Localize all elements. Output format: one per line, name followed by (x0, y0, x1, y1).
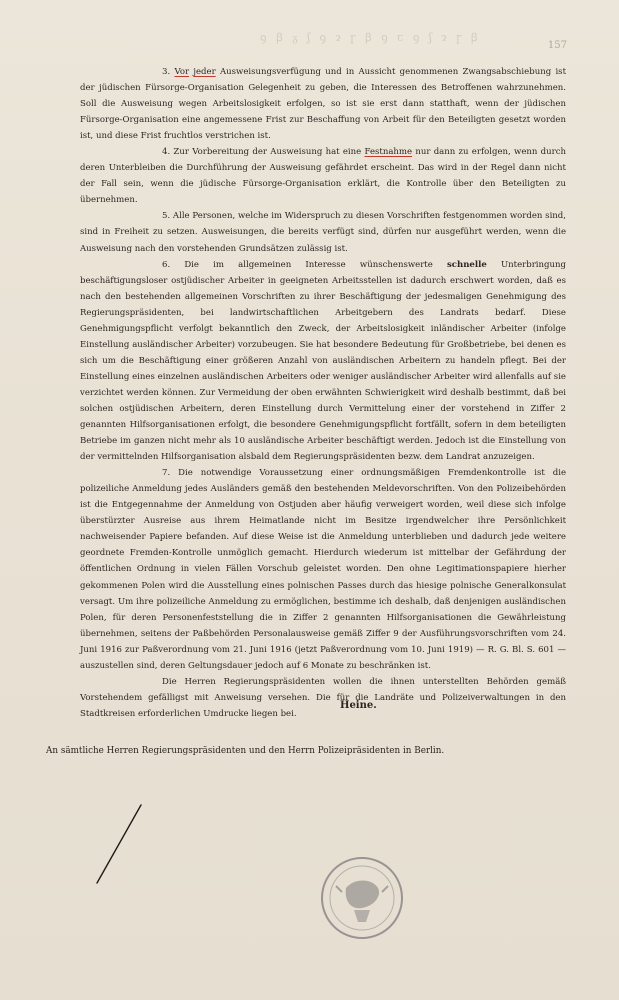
official-stamp (316, 852, 408, 944)
paragraph-p8 (80, 674, 566, 722)
text-run: Die Herren Regierungspräsidenten wollen die ihnen unterstellten Behörden gemäß Vorstehendem gefälligst mit Anweisung versehen. Die für die Landräte und Polizeiverwaltungen in den Stadtkreisen erforderlichen Umdrucke liegen bei. (80, 676, 566, 719)
page-number: 157 (547, 40, 567, 51)
paragraph-p5 (80, 208, 566, 256)
text-run: 6. Die im allgemeinen Interesse wünschenswerte (162, 259, 447, 270)
emphasized-word: schnelle (446, 259, 487, 270)
signature: Heine. (340, 700, 377, 711)
pen-stroke-mark (95, 765, 215, 885)
text-run: Ausweisungsverfügung und in Aussicht genommenen Zwangsabschiebung ist der jüdischen Fürsorge-Organisation Gelegenheit zu geben, die Interessen des Betroffenen wahrzunehmen. Soll die Ausweisung wegen Arbeitslosigkeit erfolgen, so ist sie erst dann statthaft, wenn der jüdischen Fürsorge-Organisation eine angemessene Frist zur Beschaffung von Arbeit für den Beteiligten gesetzt worden ist, und diese Frist fruchtlos verstrichen ist. (80, 67, 566, 142)
addressee-line: An sämtliche Herren Regierungspräsidenten und den Herrn Polizeipräsidenten in Berlin. (46, 746, 445, 756)
red-underlined-word: Festnahme (364, 147, 413, 158)
paragraph-p4 (80, 144, 566, 208)
red-underlined-word: jeder (193, 67, 216, 77)
text-run: nur dann zu erfolgen, wenn durch deren Unterbleiben die Durchführung der Ausweisung gefährdet erscheint. Das wird in der Regel dann nicht der Fall sein, wenn die jüdische Fürsorge-Organisation erklärt, die Kontrolle über den Beteiligten zu übernehmen. (80, 147, 566, 206)
paragraph-p3 (80, 64, 566, 144)
paragraph-p6 (80, 257, 566, 466)
text-run: 4. Zur Vorbereitung der Ausweisung hat eine (162, 147, 365, 158)
text-run: 7. Die notwendige Voraussetzung einer ordnungsmäßigen Fremdenkontrolle ist die polizeiliche Anmeldung jedes Ausländers gemäß den bestehenden Meldevorschriften. Von den Polizeibehörden ist die Entgegennahme der Anmeldung von Ostjuden aber häufig verweigert worden, weil diese sich infolge überstürzter Ausreise aus ihrem Heimatlande nicht im Besitze irgendwelcher ihre Persönlichkeit nachweisender Papiere befanden. Auf diese Weise ist die Anmeldung unterblieben und dadurch jede weitere geordnete Fremden-Kontrolle unmöglich gemacht. Hierdurch wiederum ist mittelbar der Gefährdung der öffentlichen Ordnung in vielen Fällen Vorschub geleistet worden. Den ohne Legitimationspapiere hierher gekommenen Polen wird die Ausstellung eines polnischen Passes durch das hiesige polnische Generalkonsulat versagt. Um ihre polizeiliche Anmeldung zu ermöglichen, bestimme ich deshalb, daß denjenigen ausländischen Polen, für deren Personenfeststellung die in Ziffer 2 genannten Hilfsorganisationen die Gewährleistung übernehmen, seitens der Paßbehörden Personalausweise gemäß Ziffer 9 der Ausführungsvorschriften vom 24. Juni 1916 zur Paßverordnung vom 21. Juni 1916 (jetzt Paßverordnung vom 10. Juni 1919) — R. G. Bl. S. 601 — auszustellen sind, deren Geltungsdauer jedoch auf 6 Monate zu beschränken ist. (80, 468, 566, 671)
text-run: Unterbringung beschäftigungsloser ostjüdischer Arbeiter in geeigneten Arbeitsstellen ist dadurch erschwert worden, daß es nach den bestehenden allgemeinen Vorschriften zu ihrer Beschäftigung der jedesmaligen Genehmigung des Regierungspräsidenten, bei landwirtschaftlichen Arbeitgebern des Landrats bedarf. Diese Genehmigungspflicht verfolgt bekanntlich den Zweck, der Arbeitslosigkeit inländischer Arbeiter (infolge Einstellung ausländischer Arbeiter) vorzubeugen. Sie hat besondere Bedeutung für Großbetriebe, bei denen es sich um die Beschäftigung einer größeren Anzahl von ausländischen Arbeitern zu handeln pflegt. Bei der Einstellung eines einzelnen ausländischen Arbeiters oder weniger ausländischer Arbeiter wird allenfalls auf sie verzichtet werden können. Zur Vermeidung der oben erwähnten Schwierigkeit wird deshalb bestimmt, daß bei solchen ostjüdischen Arbeitern, deren Einstellung durch Vermittelung einer der vorstehend in Ziffer 2 genannten Hilfsorganisationen erfolgt, die besondere Genehmigungspflicht fortfällt, sofern in dem beteiligten Betriebe im ganzen nicht mehr als 10 ausländische Arbeiter beschäftigt werden. Jedoch ist die Einstellung von der vermittelnden Hilfsorganisation alsbald dem Regierungspräsidenten bezw. dem Landrat anzuzeigen. (80, 259, 566, 463)
bleed-through-text: ꝯ ꞵ ᵹ ʃ ꝯ ɂ ɼ ꞵ ꝯ ꞇ ꝯ ʃ ɂ ɼ ꞵ (260, 31, 481, 44)
body-text (80, 64, 566, 722)
text-run: 5. Alle Personen, welche im Widerspruch zu diesen Vorschriften festgenommen worden sind, sind in Freiheit zu setzen. Ausweisungen, die bereits verfügt sind, dürfen nur ausgeführt werden, wenn die Ausweisung nach den vorstehenden Grundsätzen zulässig ist. (80, 211, 566, 254)
text-run: 3. (162, 67, 175, 77)
red-underlined-word: Vor (174, 67, 190, 77)
paragraph-p7 (80, 465, 566, 674)
